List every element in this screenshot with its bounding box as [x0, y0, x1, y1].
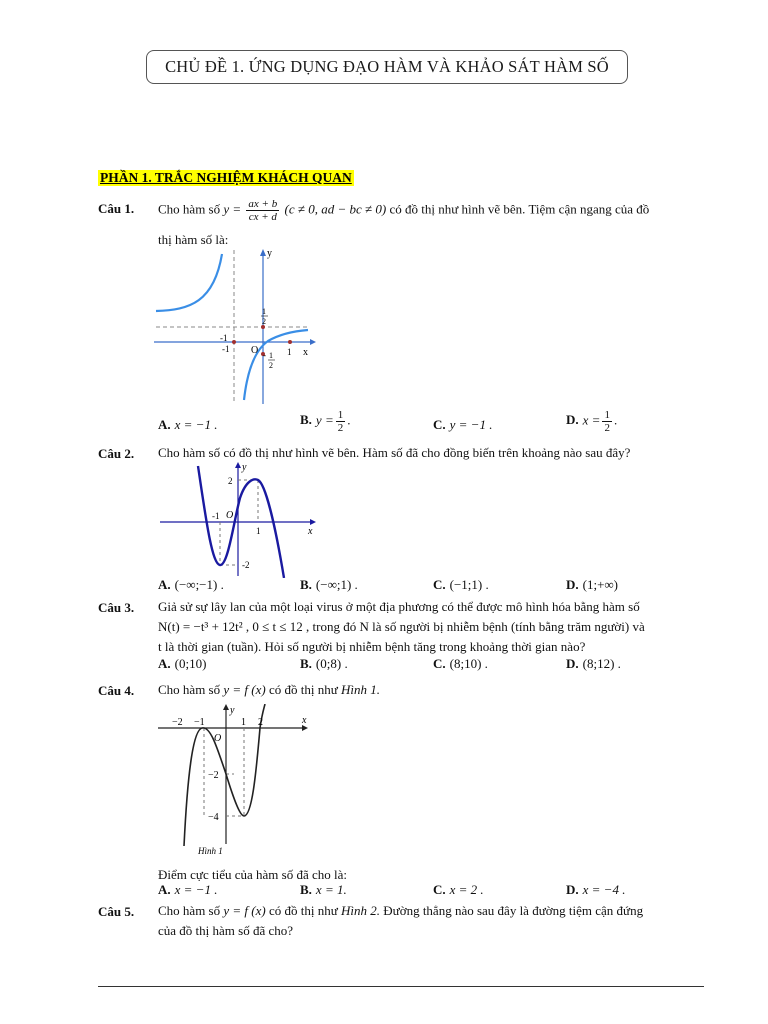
q1-option-b-den: 2	[337, 422, 344, 434]
q5-func: y = f (x)	[223, 903, 266, 918]
question-3-line2: N(t) = −t³ + 12t² , 0 ≤ t ≤ 12 , trong đó N là số người bị nhiễm bệnh (tính bằng trăm người) và	[158, 619, 645, 634]
q1-origin-label: O	[251, 345, 259, 356]
q2-option-d[interactable]	[566, 577, 618, 593]
question-1-text	[158, 198, 704, 223]
question-3-line1: Giả sử sự lây lan của một loại virus ở một địa phương có thể được mô hình hóa bằng hàm số	[158, 599, 640, 614]
q3-option-a[interactable]	[158, 656, 206, 672]
q1-option-b-num: 1	[337, 409, 344, 421]
question-5-label: Câu 5.	[98, 904, 135, 919]
q4-x-label: x	[302, 715, 307, 726]
q4-text-before: Cho hàm số	[158, 682, 221, 697]
q1-graph	[150, 244, 320, 409]
q2-tick-1: 1	[256, 526, 261, 536]
q4-option-d[interactable]	[566, 882, 625, 898]
q3-option-b-label: B.	[300, 656, 312, 671]
q1-tick-m1: -1	[222, 344, 230, 354]
q4-tick-m2: −2	[172, 717, 183, 728]
q5-figure-ref: Hình 2.	[341, 903, 381, 918]
q3-option-a-text: (0;10)	[174, 656, 207, 671]
question-1-label: Câu 1.	[98, 201, 135, 216]
q1-option-a-label: A.	[158, 417, 171, 432]
q2-origin-label: O	[226, 510, 234, 521]
q4-tick-2: 2	[258, 717, 263, 728]
q1-option-d[interactable]: D. x = $\frac{1}{2}$ .	[566, 409, 618, 434]
q1-x-label: x	[303, 347, 308, 358]
q3-option-d-text: (8;12) .	[582, 656, 621, 671]
q1-option-d-label: D.	[566, 412, 579, 428]
q1-curve-left-branch	[156, 254, 222, 311]
q1-option-c-text: y = −1 .	[449, 417, 493, 432]
q1-func-fraction	[246, 198, 279, 223]
q3-option-c-text: (8;10) .	[449, 656, 488, 671]
question-5-text	[158, 901, 704, 921]
question-4-prompt: Điểm cực tiểu của hàm số đã cho là:	[158, 867, 347, 882]
q1-neghalf-den: 2	[269, 361, 273, 370]
q2-option-a[interactable]	[158, 577, 224, 593]
q5-text-before: Cho hàm số	[158, 903, 221, 918]
q1-point-1	[288, 340, 292, 344]
q4-option-a-text: x = −1 .	[174, 882, 218, 897]
q2-option-b-label: B.	[300, 577, 312, 592]
q1-half-num: 1	[262, 307, 266, 316]
q4-tick-m1: −1	[194, 717, 205, 728]
question-4-label: Câu 4.	[98, 683, 135, 698]
q1-option-d-den: 2	[604, 422, 610, 434]
q1-option-b-lhs: y =	[315, 412, 334, 428]
question-4-text	[158, 680, 704, 700]
q2-option-c-text: (−1;1) .	[449, 577, 489, 592]
q1-text-after: có đồ thị như hình vẽ bên. Tiệm cận ngang của đồ	[389, 201, 650, 217]
q4-option-a-label: A.	[158, 882, 171, 897]
q2-option-a-label: A.	[158, 577, 171, 592]
q1-option-d-lhs: x =	[582, 412, 601, 428]
q2-y-arrow	[235, 462, 241, 468]
q1-option-a-text: x = −1 .	[174, 417, 218, 432]
q4-option-b-text: x = 1.	[315, 882, 347, 897]
q4-option-b-label: B.	[300, 882, 312, 897]
question-2-label: Câu 2.	[98, 446, 135, 461]
q3-option-d-label: D.	[566, 656, 579, 671]
q4-option-d-label: D.	[566, 882, 579, 897]
q1-option-b-label: B.	[300, 412, 312, 428]
q4-option-d-text: x = −4 .	[582, 882, 626, 897]
q4-figure-caption: Hình 1	[198, 846, 223, 856]
q3-option-c-label: C.	[433, 656, 446, 671]
q2-option-b[interactable]	[300, 577, 358, 593]
q4-option-c-label: C.	[433, 882, 446, 897]
q2-option-d-text: (1;+∞)	[582, 577, 619, 592]
q1-option-b-frac	[336, 409, 346, 434]
q2-option-c-label: C.	[433, 577, 446, 592]
q1-point-m1	[232, 340, 236, 344]
q1-neghalf-num: 1	[269, 351, 273, 360]
q4-func: y = f (x)	[223, 682, 266, 697]
q2-option-d-label: D.	[566, 577, 579, 592]
q2-tick-m2: -2	[242, 560, 250, 570]
q4-y-m4: −4	[208, 812, 219, 823]
q3-option-b-text: (0;8) .	[315, 656, 348, 671]
q1-neg-sign: -	[263, 350, 266, 360]
question-3-line3: t là thời gian (tuần). Hỏi số người bị nhiễm bệnh tăng trong khoảng thời gian nào?	[158, 639, 586, 654]
q1-option-c[interactable]	[433, 417, 492, 433]
q1-tick-left-m1: -1	[220, 333, 228, 343]
question-5-line2: của đồ thị hàm số đã cho?	[158, 923, 294, 938]
q1-curve-right-branch	[244, 330, 308, 400]
q1-tick-1: 1	[287, 347, 292, 357]
q4-y-arrow	[223, 704, 229, 710]
q3-option-a-label: A.	[158, 656, 171, 671]
q2-tick-2: 2	[228, 476, 233, 486]
q1-text-before: Cho hàm số	[158, 201, 221, 217]
q4-tick-1: 1	[241, 717, 246, 728]
q1-func-lhs: y =	[223, 201, 242, 217]
q5-text-mid: có đồ thị như	[268, 903, 338, 918]
q1-half-den: 2	[262, 317, 266, 326]
q4-option-c-text: x = 2 .	[449, 882, 484, 897]
q4-origin-label: O	[214, 733, 222, 744]
chapter-title: CHỦ ĐỀ 1. ỨNG DỤNG ĐẠO HÀM VÀ KHẢO SÁT HÀM SỐ	[146, 50, 628, 84]
q2-x-arrow	[310, 519, 316, 525]
q2-graph	[154, 460, 320, 578]
q4-y-label: y	[230, 705, 235, 716]
q4-text-after: có đồ thị như	[268, 682, 338, 697]
question-2-text: Cho hàm số có đồ thị như hình vẽ bên. Hàm số đã cho đồng biến trên khoảng nào sau đây?	[158, 445, 631, 460]
q4-graph	[152, 704, 312, 856]
q1-option-a[interactable]	[158, 417, 217, 433]
q1-y-arrow	[260, 249, 266, 256]
q4-figure-ref: Hình 1.	[341, 682, 381, 697]
q4-option-b[interactable]	[300, 882, 347, 898]
q2-option-a-text: (−∞;−1) .	[174, 577, 224, 592]
footer-rule	[98, 986, 704, 987]
q3-option-b[interactable]	[300, 656, 348, 672]
q1-option-c-label: C.	[433, 417, 446, 432]
q4-y-m2: −2	[208, 770, 219, 781]
question-1-text-line2: thị hàm số là:	[158, 232, 229, 247]
section-heading: PHẦN 1. TRẮC NGHIỆM KHÁCH QUAN	[100, 170, 352, 185]
q1-func-numerator: ax + b	[248, 198, 278, 210]
q1-option-b[interactable]: B. y = $\frac{1}{2}$ .	[300, 409, 351, 434]
q1-option-d-frac	[602, 409, 612, 434]
q4-option-c[interactable]	[433, 882, 484, 898]
q4-option-a[interactable]	[158, 882, 217, 898]
q1-condition: (c ≠ 0, ad − bc ≠ 0)	[284, 201, 387, 217]
q1-func-denominator: cx + d	[248, 211, 277, 223]
q5-text-after: Đường thẳng nào sau đây là đường tiệm cận đứng	[383, 903, 644, 918]
q1-x-arrow	[310, 339, 316, 345]
q2-y-label: y	[242, 462, 247, 473]
q3-option-c[interactable]	[433, 656, 488, 672]
q3-option-d[interactable]	[566, 656, 621, 672]
question-3-label: Câu 3.	[98, 600, 135, 615]
q1-option-d-num: 1	[604, 409, 610, 421]
q2-option-c[interactable]	[433, 577, 489, 593]
q1-y-label: y	[267, 248, 272, 259]
q2-option-b-text: (−∞;1) .	[315, 577, 358, 592]
q2-tick-m1: -1	[212, 511, 220, 521]
q2-x-label: x	[308, 526, 313, 537]
